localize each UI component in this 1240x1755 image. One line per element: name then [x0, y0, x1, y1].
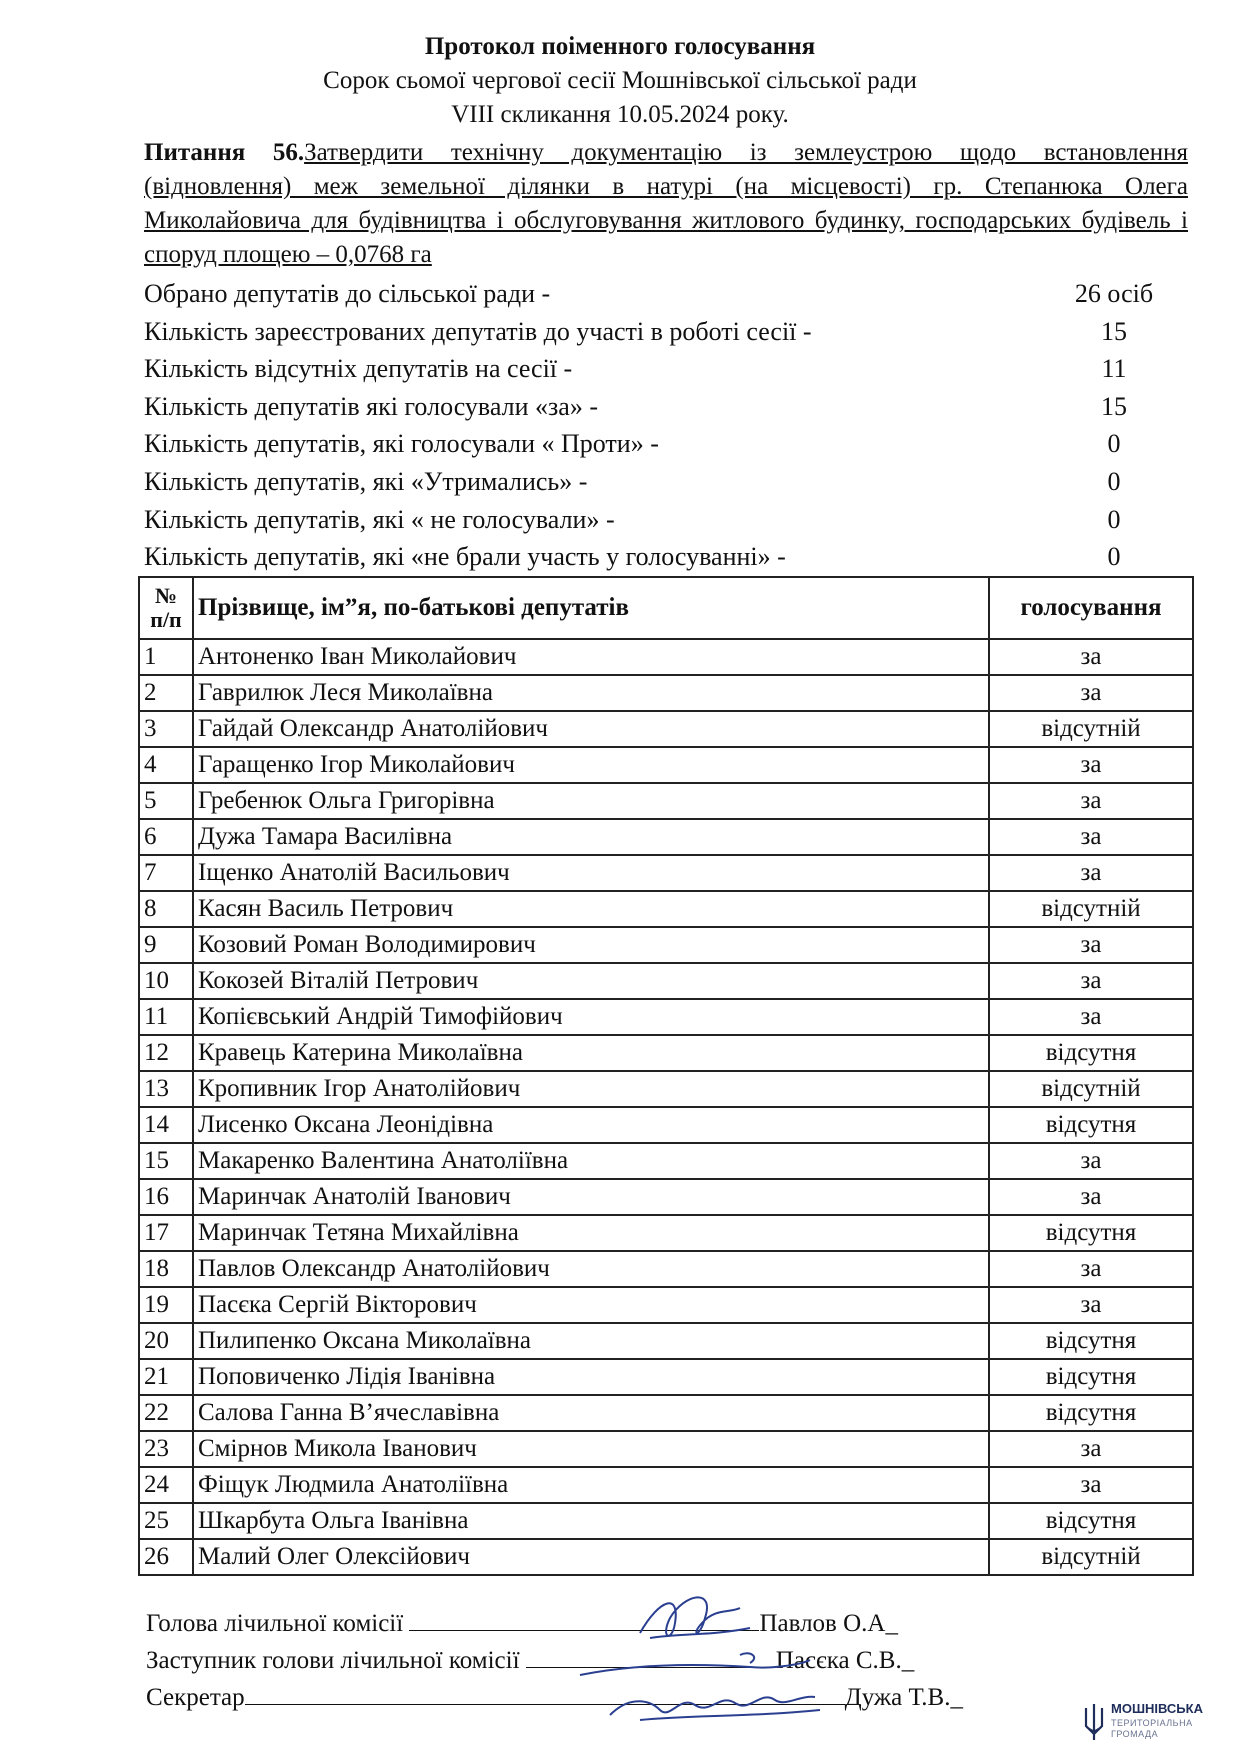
- secretary-label: Секретар: [146, 1684, 245, 1711]
- vote-result: відсутня: [989, 1359, 1193, 1395]
- stat-row: [144, 388, 1188, 426]
- deputy-name: Копієвський Андрій Тимофійович: [193, 999, 989, 1035]
- row-number: 7: [139, 855, 193, 891]
- deputy-name: Шкарбута Ольга Іванівна: [193, 1503, 989, 1539]
- row-number: 16: [139, 1179, 193, 1215]
- roll-call-table: [138, 576, 1194, 1576]
- vote-result: відсутній: [989, 1071, 1193, 1107]
- stat-value: 0: [1107, 542, 1121, 572]
- table-row: [139, 1395, 1193, 1431]
- row-number: 4: [139, 747, 193, 783]
- stat-value: 0: [1107, 504, 1121, 534]
- convocation-line: VIII скликання 10.05.2024 року.: [451, 101, 789, 128]
- table-row: [139, 1431, 1193, 1467]
- deputy-name: Павлов Олександр Анатолійович: [193, 1251, 989, 1287]
- stat-value: 26 осіб: [1074, 279, 1154, 308]
- stat-row: [144, 538, 1188, 576]
- table-row: [139, 1071, 1193, 1107]
- stat-label: Кількість відсутніх депутатів на сесії -: [144, 354, 573, 384]
- logo-line-2: ГРОМАДА: [1111, 1729, 1159, 1739]
- vote-result: за: [989, 783, 1193, 819]
- deputy-name: Гайдай Олександр Анатолійович: [193, 711, 989, 747]
- vote-result: за: [989, 1467, 1193, 1503]
- table-row: [139, 675, 1193, 711]
- vote-result: за: [989, 1143, 1193, 1179]
- question-block: [144, 136, 1188, 272]
- vote-result: за: [989, 747, 1193, 783]
- deputy-name: Пасєка С.В._: [775, 1647, 915, 1674]
- row-number: 25: [139, 1503, 193, 1539]
- table-row: [139, 819, 1193, 855]
- chair-label: Голова лічильної комісії: [146, 1610, 404, 1637]
- vote-result: відсутня: [989, 1503, 1193, 1539]
- deputy-label: Заступник голови лічильної комісії: [146, 1647, 520, 1674]
- table-row: [139, 1359, 1193, 1395]
- deputy-name: Салова Ганна В’ячеславівна: [193, 1395, 989, 1431]
- stat-row: [144, 425, 1188, 463]
- stat-value: 15: [1101, 391, 1127, 421]
- vote-result: відсутній: [989, 711, 1193, 747]
- row-number: 20: [139, 1323, 193, 1359]
- table-row: [139, 1251, 1193, 1287]
- deputy-name: Лисенко Оксана Леонідівна: [193, 1107, 989, 1143]
- stat-value: 15: [1101, 316, 1127, 346]
- deputy-name: Пилипенко Оксана Миколаївна: [193, 1323, 989, 1359]
- secretary-handwritten-signature: [600, 1675, 830, 1735]
- row-number: 24: [139, 1467, 193, 1503]
- table-header-row: [139, 577, 1193, 639]
- deputy-name: Кокозей Віталій Петрович: [193, 963, 989, 999]
- vote-result: за: [989, 999, 1193, 1035]
- deputy-name: Гребенюк Ольга Григорівна: [193, 783, 989, 819]
- session-line: Сорок сьомої чергової сесії Мошнівської сільської ради: [323, 67, 917, 94]
- row-number: 3: [139, 711, 193, 747]
- row-number: 15: [139, 1143, 193, 1179]
- table-row: [139, 1323, 1193, 1359]
- deputy-name: Смірнов Микола Іванович: [193, 1431, 989, 1467]
- stat-label: Кількість депутатів, які « не голосували» -: [144, 504, 615, 534]
- chair-name: Павлов О.А_: [759, 1610, 898, 1637]
- table-row: [139, 1107, 1193, 1143]
- stat-label: Кількість депутатів, які голосували « Проти» -: [144, 429, 659, 459]
- vote-result: за: [989, 927, 1193, 963]
- stat-row: [144, 313, 1188, 351]
- row-number: 8: [139, 891, 193, 927]
- vote-result: за: [989, 855, 1193, 891]
- vote-result: відсутня: [989, 1395, 1193, 1431]
- stat-label: Кількість депутатів, які «Утримались» -: [144, 466, 588, 496]
- table-row: [139, 783, 1193, 819]
- row-number: 10: [139, 963, 193, 999]
- stat-value: 0: [1107, 466, 1121, 496]
- table-row: [139, 891, 1193, 927]
- row-number: 18: [139, 1251, 193, 1287]
- deputy-name: Пасєка Сергій Вікторович: [193, 1287, 989, 1323]
- row-number: 19: [139, 1287, 193, 1323]
- stat-label: Кількість депутатів, які «не брали участь у голосуванні» -: [144, 542, 786, 572]
- question-label: Питання 56.: [144, 139, 305, 166]
- vote-result: за: [989, 1179, 1193, 1215]
- table-row: [139, 999, 1193, 1035]
- row-number: 13: [139, 1071, 193, 1107]
- row-number: 22: [139, 1395, 193, 1431]
- vote-result: відсутня: [989, 1035, 1193, 1071]
- deputy-name: Антоненко Іван Миколайович: [193, 639, 989, 675]
- vote-result: за: [989, 963, 1193, 999]
- deputy-name: Фіщук Людмила Анатоліївна: [193, 1467, 989, 1503]
- stat-label: Обрано депутатів до сільської ради -: [144, 279, 551, 308]
- deputy-name: Іщенко Анатолій Васильович: [193, 855, 989, 891]
- row-number: 23: [139, 1431, 193, 1467]
- table-row: [139, 963, 1193, 999]
- row-number: 9: [139, 927, 193, 963]
- table-row: [139, 1179, 1193, 1215]
- table-row: [139, 747, 1193, 783]
- stat-row: [144, 350, 1188, 388]
- row-number: 6: [139, 819, 193, 855]
- column-header-name: Прізвище, ім”я, по-батькові депутатів: [193, 577, 989, 639]
- vote-result: за: [989, 1431, 1193, 1467]
- row-number: 26: [139, 1539, 193, 1575]
- row-number: 14: [139, 1107, 193, 1143]
- deputy-name: Кропивник Ігор Анатолійович: [193, 1071, 989, 1107]
- stat-label: Кількість депутатів які голосували «за» -: [144, 391, 598, 421]
- chair-signature-line: [146, 1606, 1046, 1641]
- deputy-name: Поповиченко Лідія Іванівна: [193, 1359, 989, 1395]
- community-logo: [1083, 1700, 1233, 1745]
- vote-result: відсутній: [989, 891, 1193, 927]
- stat-value: 11: [1101, 354, 1127, 384]
- question-text: Затвердити технічну документацію із землеустрою щодо встановлення (відновлення) меж земельної ділянки в натурі (на місцевості) гр. Степанюка Олега Миколайовича для будівництва і обслуговування житлового будинку, господарських будівель і споруд площею – 0,0768 га: [144, 139, 1188, 268]
- row-number: 21: [139, 1359, 193, 1395]
- deputy-name: Маринчак Тетяна Михайлівна: [193, 1215, 989, 1251]
- table-row: [139, 1467, 1193, 1503]
- stat-label: Кількість зареєстрованих депутатів до участі в роботі сесії -: [144, 316, 812, 346]
- document-header: [0, 30, 1240, 132]
- vote-result: відсутня: [989, 1215, 1193, 1251]
- vote-result: відсутній: [989, 1539, 1193, 1575]
- stat-row: [144, 275, 1188, 313]
- deputy-name: Дужа Тамара Василівна: [193, 819, 989, 855]
- column-header-number: № п/п: [139, 577, 193, 639]
- vote-result: відсутня: [989, 1323, 1193, 1359]
- logo-brand: МОШНІВСЬКА: [1111, 1701, 1203, 1716]
- vote-result: за: [989, 1287, 1193, 1323]
- stat-value: 0: [1107, 429, 1121, 459]
- vote-result: відсутня: [989, 1107, 1193, 1143]
- secretary-name: Дужа Т.В._: [844, 1684, 963, 1711]
- table-row: [139, 711, 1193, 747]
- deputy-name: Касян Василь Петрович: [193, 891, 989, 927]
- deputy-name: Кравець Катерина Миколаївна: [193, 1035, 989, 1071]
- stat-row: [144, 501, 1188, 539]
- table-row: [139, 1539, 1193, 1575]
- row-number: 2: [139, 675, 193, 711]
- deputy-name: Гаращенко Ігор Миколайович: [193, 747, 989, 783]
- vote-result: за: [989, 675, 1193, 711]
- vote-result: за: [989, 819, 1193, 855]
- table-row: [139, 855, 1193, 891]
- row-number: 12: [139, 1035, 193, 1071]
- deputy-name: Малий Олег Олексійович: [193, 1539, 989, 1575]
- row-number: 1: [139, 639, 193, 675]
- document-title: Протокол поіменного голосування: [424, 33, 816, 60]
- vote-statistics: [144, 275, 1188, 576]
- table-row: [139, 1143, 1193, 1179]
- stat-row: [144, 463, 1188, 501]
- logo-line-1: ТЕРИТОРІАЛЬНА: [1111, 1718, 1193, 1728]
- row-number: 11: [139, 999, 193, 1035]
- deputy-name: Козовий Роман Володимирович: [193, 927, 989, 963]
- table-row: [139, 927, 1193, 963]
- column-header-vote: голосування: [989, 577, 1193, 639]
- deputy-name: Гаврилюк Леся Миколаївна: [193, 675, 989, 711]
- table-row: [139, 1287, 1193, 1323]
- row-number: 5: [139, 783, 193, 819]
- table-row: [139, 1215, 1193, 1251]
- trident-icon: [1083, 1702, 1105, 1742]
- table-row: [139, 1035, 1193, 1071]
- table-row: [139, 639, 1193, 675]
- vote-result: за: [989, 1251, 1193, 1287]
- table-row: [139, 1503, 1193, 1539]
- deputy-name: Макаренко Валентина Анатоліївна: [193, 1143, 989, 1179]
- vote-result: за: [989, 639, 1193, 675]
- deputy-name: Маринчак Анатолій Іванович: [193, 1179, 989, 1215]
- row-number: 17: [139, 1215, 193, 1251]
